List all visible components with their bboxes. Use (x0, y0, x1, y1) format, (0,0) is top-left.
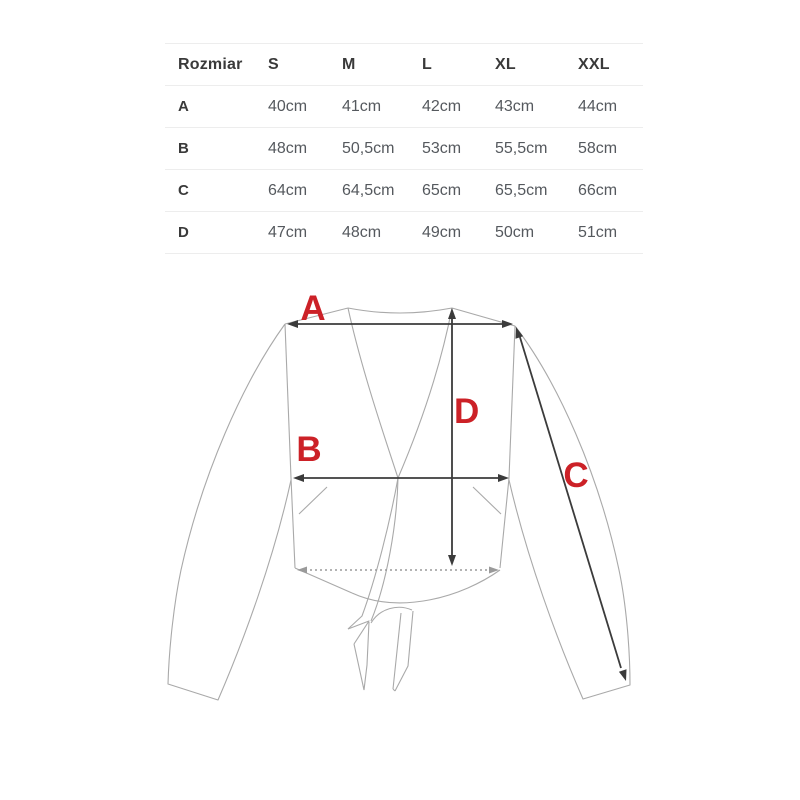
row-label-a: A (178, 98, 189, 115)
row-label-d: D (178, 224, 189, 241)
table-cell: 43cm (495, 97, 535, 115)
row-label-c: C (178, 182, 189, 199)
table-row (165, 169, 643, 211)
table-cell: 58cm (578, 139, 618, 157)
measure-label-c: C (563, 456, 589, 495)
table-cell: 64,5cm (342, 181, 395, 199)
table-cell: 48cm (268, 139, 308, 157)
table-cell: 41cm (342, 97, 382, 115)
garment-diagram-svg (140, 280, 660, 760)
table-cell: 48cm (342, 223, 382, 241)
column-header-s: S (268, 55, 279, 73)
table-cell: 47cm (268, 223, 308, 241)
measure-label-a: A (300, 289, 326, 328)
table-cell: 55,5cm (495, 139, 548, 157)
table-cell: 50cm (495, 223, 535, 241)
table-cell: 44cm (578, 97, 618, 115)
table-cell: 51cm (578, 223, 618, 241)
hem-dotted-arrow (297, 567, 499, 574)
column-header-xl: XL (495, 55, 516, 73)
column-header-l: L (422, 55, 432, 73)
column-header-m: M (342, 55, 356, 73)
table-cell: 64cm (268, 181, 308, 199)
measure-arrow-d (448, 308, 456, 566)
table-row (165, 127, 643, 169)
table-row (165, 85, 643, 127)
table-cell: 65,5cm (495, 181, 548, 199)
row-label-b: B (178, 140, 189, 157)
column-header-xxl: XXL (578, 55, 610, 73)
column-header-rozmiar: Rozmiar (178, 55, 243, 73)
measure-label-d: D (454, 392, 480, 431)
table-cell: 50,5cm (342, 139, 395, 157)
measure-label-b: B (296, 430, 322, 469)
table-cell: 65cm (422, 181, 462, 199)
table-cell: 53cm (422, 139, 462, 157)
garment-outline (168, 308, 630, 700)
measure-arrow-b (293, 474, 509, 482)
size-table (165, 43, 643, 254)
measure-arrow-c (516, 327, 627, 681)
table-cell: 49cm (422, 223, 462, 241)
table-cell: 42cm (422, 97, 462, 115)
garment-measurement-diagram (140, 280, 660, 760)
table-cell: 66cm (578, 181, 618, 199)
table-cell: 40cm (268, 97, 308, 115)
table-row (165, 211, 643, 253)
table-header-row (165, 43, 643, 85)
